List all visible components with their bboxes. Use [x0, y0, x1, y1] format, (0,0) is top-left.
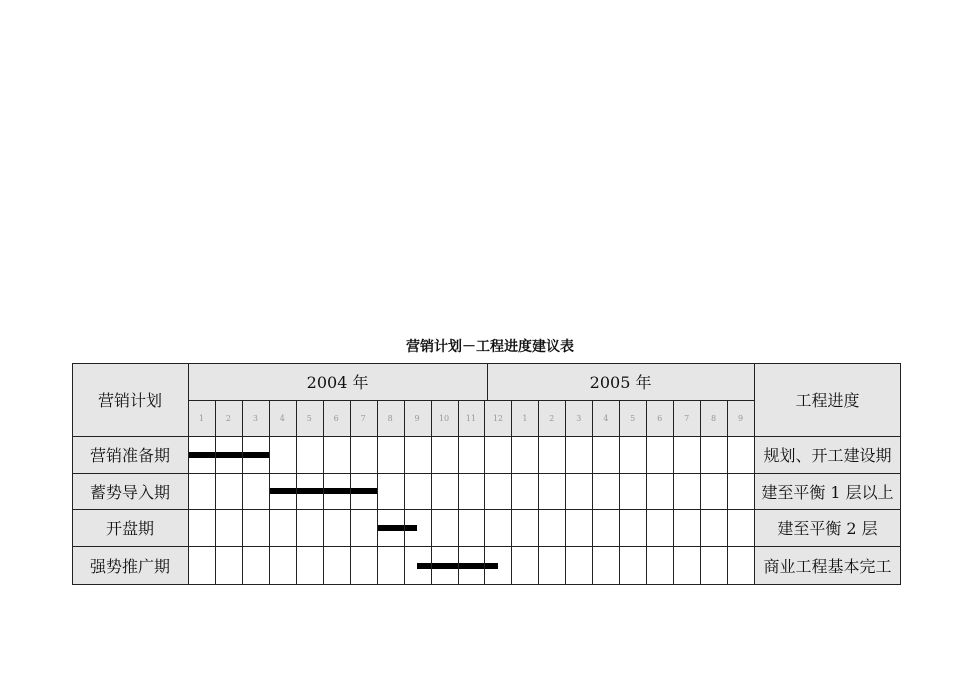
header-marketing-plan: 营销计划 [72, 363, 188, 436]
table-title: 营销计划－工程进度建议表 [406, 339, 574, 355]
month-label: 10 [438, 413, 450, 423]
grid-line [72, 363, 73, 585]
grid-line [484, 400, 485, 585]
grid-line [296, 400, 297, 585]
grid-line [72, 546, 901, 547]
month-label: 2 [549, 413, 555, 423]
grid-line [754, 363, 755, 585]
header-year-2005: 2005 年 [487, 363, 754, 400]
grid-line [72, 509, 901, 510]
month-label: 1 [198, 413, 205, 423]
grid-line [242, 400, 243, 585]
month-label: 8 [711, 413, 717, 423]
month-label: 3 [252, 413, 258, 423]
month-label: 1 [522, 413, 528, 423]
schedule-table [72, 363, 901, 585]
month-label: 9 [737, 413, 744, 423]
month-label: 12 [492, 413, 504, 423]
progress-label: 商业工程基本完工 [754, 546, 901, 585]
phase-label: 蓄势导入期 [72, 473, 188, 509]
grid-line [72, 473, 901, 474]
progress-label: 建至平衡 1 层以上 [754, 473, 901, 509]
phase-label: 开盘期 [72, 509, 188, 546]
grid-line [619, 400, 620, 585]
grid-line [565, 400, 566, 585]
month-label: 6 [657, 413, 663, 423]
phase-label: 强势推广期 [72, 546, 188, 585]
grid-line [646, 400, 647, 585]
header-construction-progress: 工程进度 [754, 363, 901, 436]
month-label: 2 [225, 413, 231, 423]
grid-line [377, 400, 378, 585]
month-label: 4 [279, 413, 285, 423]
grid-line [700, 400, 701, 585]
month-label: 11 [465, 413, 477, 423]
grid-line [404, 400, 405, 585]
grid-line [72, 436, 901, 437]
phase-label: 营销准备期 [72, 436, 188, 473]
month-label: 8 [387, 413, 393, 423]
header-year-2004: 2004 年 [188, 363, 487, 400]
progress-label: 规划、开工建设期 [754, 436, 901, 473]
grid-line [487, 363, 488, 400]
month-label: 7 [360, 413, 366, 423]
progress-label: 建至平衡 2 层 [754, 509, 901, 546]
grid-line [188, 363, 189, 585]
month-label: 4 [603, 413, 609, 423]
grid-line [323, 400, 324, 585]
month-label: 5 [630, 413, 636, 423]
month-label: 5 [306, 413, 312, 423]
grid-line [538, 400, 539, 585]
grid-line [900, 363, 901, 585]
month-label: 7 [684, 413, 690, 423]
gantt-bar [377, 525, 417, 531]
grid-line [458, 400, 459, 585]
month-label: 9 [414, 413, 420, 423]
grid-line [72, 584, 901, 585]
grid-line [215, 400, 216, 585]
grid-line [431, 400, 432, 585]
grid-line [592, 400, 593, 585]
grid-line [673, 400, 674, 585]
grid-line [727, 400, 728, 585]
grid-line [511, 400, 512, 585]
grid-line [188, 400, 754, 401]
month-label: 3 [576, 413, 582, 423]
grid-line [269, 400, 270, 585]
grid-line [350, 400, 351, 585]
month-label: 6 [333, 413, 339, 423]
gantt-bar [188, 452, 269, 458]
